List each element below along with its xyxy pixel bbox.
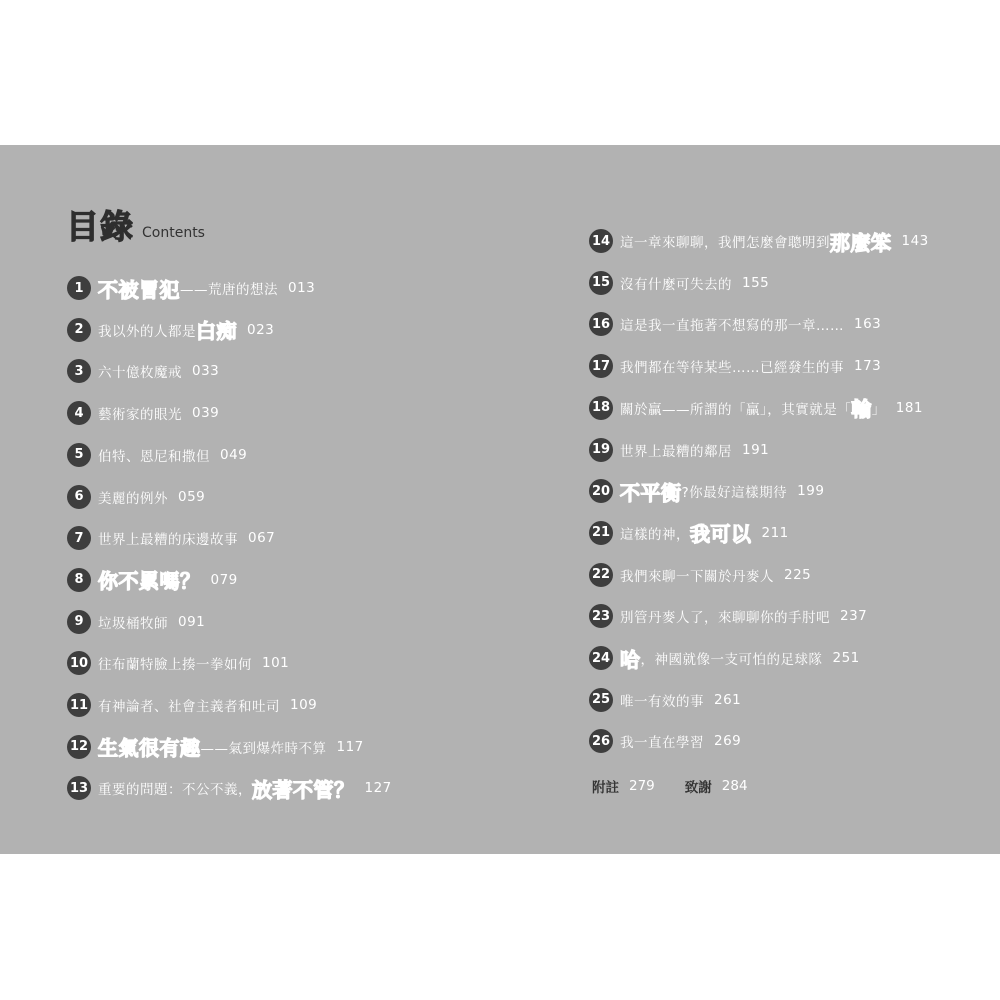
chapter-title-emphasis: 那麼笨 xyxy=(830,230,892,255)
toc-entry-26 xyxy=(589,728,989,754)
toc-panel xyxy=(0,145,1000,854)
page-number: 191 xyxy=(742,441,770,458)
chapter-title-emphasis: 輸 xyxy=(851,397,872,422)
page-number: 033 xyxy=(192,363,220,380)
chapter-title-text: 世界上最糟的床邊故事 xyxy=(98,532,238,549)
toc-entry-3 xyxy=(67,358,467,384)
chapter-number-badge: 26 xyxy=(589,729,613,753)
page-number: 013 xyxy=(288,280,316,296)
toc-entry-21 xyxy=(589,520,989,546)
chapter-title-text: 別管丹麥人了，來聊聊你的手肘吧 xyxy=(620,610,830,627)
page-number: 261 xyxy=(714,691,742,708)
chapter-title-text: 這是我一直拖著不想寫的那一章…… xyxy=(620,318,844,335)
toc-title-en: Contents xyxy=(142,225,205,241)
page-number: 225 xyxy=(784,566,812,583)
toc-entry-8 xyxy=(67,567,467,593)
page-number: 101 xyxy=(262,655,290,672)
chapter-number-badge: 15 xyxy=(589,271,613,295)
toc-entry-11 xyxy=(67,692,467,718)
toc-entry-17 xyxy=(589,353,989,379)
chapter-title-text: 」 xyxy=(871,401,886,418)
chapter-title-text: 藝術家的眼光 xyxy=(98,407,182,424)
chapter-number-badge: 5 xyxy=(67,443,91,467)
page-number: 109 xyxy=(290,697,318,713)
chapter-number-badge: 23 xyxy=(589,604,613,628)
page-number: 199 xyxy=(797,483,825,500)
toc-entry-13 xyxy=(67,775,467,801)
page-number: 023 xyxy=(247,321,275,338)
toc-backmatter xyxy=(592,776,778,796)
page-number: 143 xyxy=(901,233,929,249)
chapter-title-text: 往布蘭特臉上揍一拳如何 xyxy=(98,657,252,674)
chapter-title-text: ，神國就像一支可怕的足球隊 xyxy=(640,652,823,668)
chapter-title-text: 有神論者、社會主義者和吐司 xyxy=(98,699,280,715)
toc-entry-18 xyxy=(589,395,989,421)
toc-entry-2 xyxy=(67,317,467,343)
chapter-number-badge: 16 xyxy=(589,312,613,336)
page-number: 059 xyxy=(178,488,206,505)
chapter-number-badge: 22 xyxy=(589,563,613,587)
page-number: 155 xyxy=(742,274,770,291)
chapter-title-emphasis: 哈 xyxy=(620,647,641,672)
chapter-number-badge: 13 xyxy=(67,776,91,800)
chapter-title-text: 關於贏——所謂的「贏」，其實就是「 xyxy=(620,401,852,418)
chapter-title-text: 美麗的例外 xyxy=(98,490,168,507)
page-number: 127 xyxy=(364,780,392,797)
chapter-title-text: 我們來聊一下關於丹麥人 xyxy=(620,568,774,585)
backmatter-label: 致謝 xyxy=(684,780,712,796)
chapter-number-badge: 7 xyxy=(67,526,91,550)
chapter-number-badge: 19 xyxy=(589,438,613,462)
chapter-title-emphasis: 不被冒犯 xyxy=(98,277,180,302)
toc-title: 目錄 xyxy=(66,207,134,246)
toc-entry-22 xyxy=(589,562,989,588)
chapter-title-text: 世界上最糟的鄰居 xyxy=(620,443,732,460)
toc-entry-25 xyxy=(589,687,989,713)
chapter-number-badge: 11 xyxy=(67,693,91,717)
chapter-number-badge: 20 xyxy=(589,479,613,503)
chapter-number-badge: 14 xyxy=(589,229,613,253)
chapter-number-badge: 8 xyxy=(67,568,91,592)
chapter-number-badge: 2 xyxy=(67,318,91,342)
page-number: 181 xyxy=(895,399,924,416)
chapter-title-text: 我一直在學習 xyxy=(620,735,704,752)
page-number: 079 xyxy=(210,571,238,588)
toc-entry-1 xyxy=(67,275,467,301)
chapter-number-badge: 9 xyxy=(67,610,91,634)
page-number: 039 xyxy=(192,405,220,422)
page-number: 173 xyxy=(854,358,882,375)
chapter-title-text: 伯特、恩尼和撒但 xyxy=(98,448,210,465)
chapter-title-text: ——氣到爆炸時不算 xyxy=(200,740,327,757)
chapter-number-badge: 3 xyxy=(67,359,91,383)
chapter-number-badge: 21 xyxy=(589,521,613,545)
page-number: 237 xyxy=(840,608,868,625)
chapter-title-emphasis: 我可以 xyxy=(690,522,752,547)
chapter-title-text: ——荒唐的想法 xyxy=(180,282,278,298)
page-number: 269 xyxy=(714,733,742,750)
chapter-number-badge: 6 xyxy=(67,485,91,509)
chapter-number-badge: 10 xyxy=(67,651,91,675)
backmatter-page: 279 xyxy=(629,778,655,794)
toc-entry-24 xyxy=(589,645,989,671)
toc-entry-6 xyxy=(67,484,467,510)
toc-entry-15 xyxy=(589,270,989,296)
toc-entry-12 xyxy=(67,734,467,760)
backmatter-label: 附註 xyxy=(592,780,619,796)
chapter-title-text: 重要的問題：不公不義， xyxy=(98,782,252,799)
chapter-number-badge: 4 xyxy=(67,401,91,425)
page-number: 251 xyxy=(832,650,860,666)
page-number: 067 xyxy=(248,530,276,547)
chapter-title-text: 我以外的人都是 xyxy=(98,323,196,340)
page-number: 211 xyxy=(761,524,789,541)
page-number: 049 xyxy=(220,446,248,463)
chapter-title-text: 這樣的神， xyxy=(620,526,690,543)
chapter-title-text: ?你最好這樣期待 xyxy=(681,485,788,502)
toc-entry-7 xyxy=(67,525,467,551)
chapter-title-emphasis: 放著不管？ xyxy=(252,777,355,802)
toc-entry-10 xyxy=(67,650,467,676)
chapter-title-text: 垃圾桶牧師 xyxy=(98,615,168,632)
toc-entry-20 xyxy=(589,478,989,504)
chapter-title-emphasis: 不平衡 xyxy=(620,480,682,505)
toc-entry-16 xyxy=(589,311,989,337)
page-number: 117 xyxy=(336,738,364,755)
chapter-title-emphasis: 白痴 xyxy=(196,319,237,344)
chapter-number-badge: 17 xyxy=(589,354,613,378)
page-number: 163 xyxy=(854,316,882,333)
toc-entry-23 xyxy=(589,603,989,629)
chapter-number-badge: 12 xyxy=(67,735,91,759)
chapter-number-badge: 24 xyxy=(589,646,613,670)
toc-entry-4 xyxy=(67,400,467,426)
chapter-number-badge: 1 xyxy=(67,276,91,300)
toc-entry-19 xyxy=(589,437,989,463)
toc-entry-5 xyxy=(67,442,467,468)
chapter-title-emphasis: 你不累嗎？ xyxy=(98,569,201,594)
chapter-title-text: 唯一有效的事 xyxy=(620,693,704,710)
chapter-number-badge: 18 xyxy=(589,396,613,420)
toc-entry-9 xyxy=(67,609,467,635)
chapter-title-text: 沒有什麼可失去的 xyxy=(620,276,732,293)
chapter-number-badge: 25 xyxy=(589,688,613,712)
chapter-title-text: 這一章來聊聊，我們怎麼會聰明到 xyxy=(620,235,830,251)
chapter-title-text: 我們都在等待某些……已經發生的事 xyxy=(620,360,844,377)
chapter-title-text: 六十億枚魔戒 xyxy=(98,365,182,382)
page-number: 091 xyxy=(178,613,206,630)
chapter-title-emphasis: 生氣很有趣 xyxy=(98,736,201,761)
toc-heading xyxy=(66,207,205,246)
toc-entry-14 xyxy=(589,228,989,254)
backmatter-page: 284 xyxy=(721,778,748,794)
